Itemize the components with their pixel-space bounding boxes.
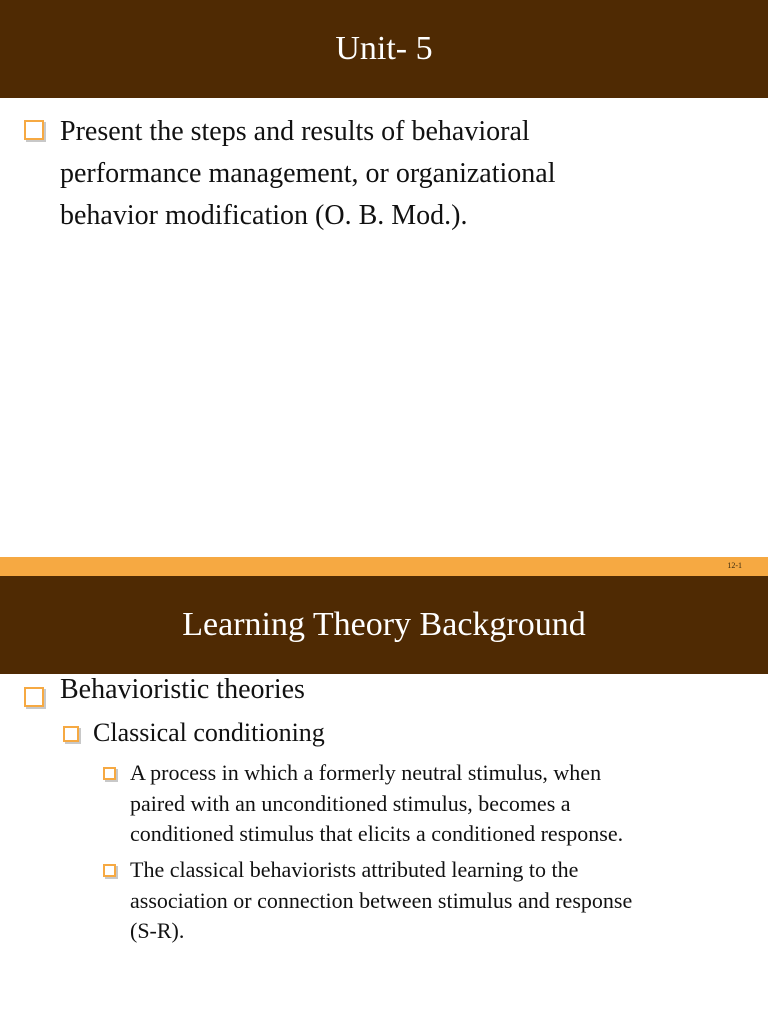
square-bullet-icon <box>103 767 116 780</box>
square-bullet-icon <box>103 864 116 877</box>
slide-1-bullet <box>60 111 555 237</box>
bullet-line: Present the steps and results of behavioral <box>60 116 530 147</box>
slide-2-title: Learning Theory Background <box>0 576 768 674</box>
bullet-line: paired with an unconditioned stimulus, becomes a <box>130 790 571 816</box>
page-number: 12-1 <box>727 561 742 570</box>
square-bullet-icon <box>24 687 44 707</box>
square-bullet-icon <box>63 726 79 742</box>
bullet-line: association or connection between stimulus and response <box>130 887 633 913</box>
level2-bullet: Classical conditioning <box>93 718 325 747</box>
slide-1-title: Unit- 5 <box>0 0 768 98</box>
bullet-line: conditioned stimulus that elicits a conditioned response. <box>130 821 624 846</box>
level1-bullet: Behavioristic theories <box>60 674 305 705</box>
bullet-line: (S-R). <box>130 918 185 943</box>
bullet-line: The classical behaviorists attributed learning to the <box>130 857 579 882</box>
square-bullet-icon <box>24 120 44 140</box>
bullet-line: behavior modification (O. B. Mod.). <box>60 200 468 231</box>
level3-bullet <box>130 758 728 850</box>
bullet-line: performance management, or organizational <box>60 158 556 189</box>
slide-2 <box>0 557 768 1024</box>
level3-bullet <box>130 855 728 947</box>
bullet-line: A process in which a formerly neutral stimulus, when <box>130 760 602 785</box>
